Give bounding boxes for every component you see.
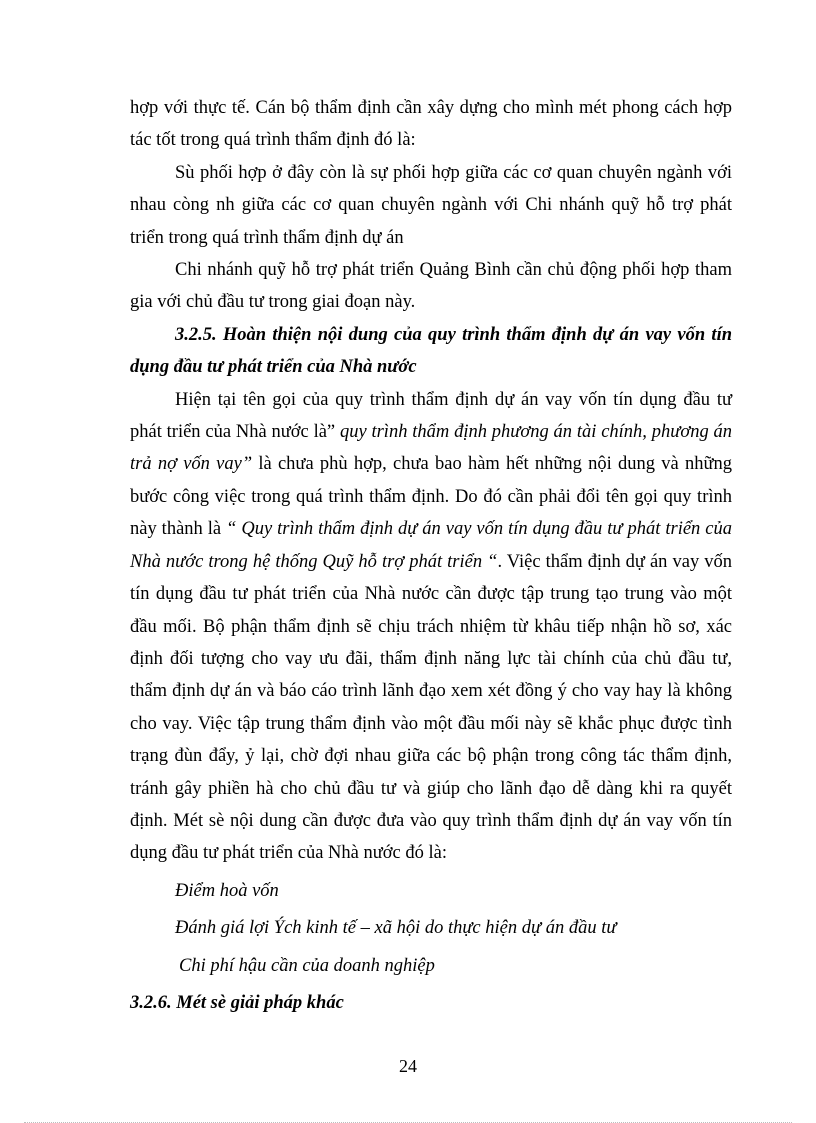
paragraph-4-quote-new-name: “ Quy trình thẩm định dự án vay vốn tín dụng đầu tư phát triển của Nhà nước trong hệ thống Quỹ hỗ trợ phát triển “ (130, 519, 732, 572)
paragraph-3: Chi nhánh quỹ hỗ trợ phát triển Quảng Bình cần chủ động phối hợp tham gia với chủ đầu tư trong giai đoạn này. (130, 260, 732, 313)
list-item-break-even: Điểm hoà vốn (175, 880, 279, 901)
paragraph-4-part-e: . Việc thẩm định dự án vay vốn tín dụng đầu tư phát triển của Nhà nước cần được tập trung tạo trung vào một đầu mối. Bộ phận thẩm định sẽ chịu trách nhiệm từ khâu tiếp nhận hồ sơ, xác định đối tượng cho vay ưu đãi, thẩm định năng lực tài chính của chủ đầu tư, thẩm định dự án và báo cáo trình lãnh đạo xem xét đồng ý cho vay hay là không cho vay. Việc tập trung thẩm định vào một đầu mối này sẽ khắc phục được tình trạng đùn đẩy, ỷ lại, chờ đợi nhau giữa các bộ phận trong công tác thẩm định, tránh gây phiền hà cho chủ đầu tư và giúp cho lãnh đạo dễ dàng khi ra quyết định. Mét sè nội dung cần được đưa vào quy trình thẩm định dự án vay vốn tín dụng đầu tư phát triển của Nhà nước đó là: (130, 551, 733, 864)
paragraph-4-part-a: Hiện tại tên gọi của quy trình thẩm định dự án vay vốn tín dụng đầu tư phát triển của Nhà nước là” (130, 389, 732, 443)
paragraph-2: Sù phối hợp ở đây còn là sự phối hợp giữa các cơ quan chuyên ngành với nhau còng nh giữa các cơ quan chuyên ngành với Chi nhánh quỹ hỗ trợ phát triển trong quá trình thẩm định dự án (130, 162, 732, 248)
section-heading-3-2-6: 3.2.6. Mét sè giải pháp khác (130, 992, 344, 1013)
paragraph-4-quote-old-name: quy trình thẩm định phương án tài chính, phương án trả nợ vốn vay” (130, 422, 732, 475)
list-item-logistics-cost: Chi phí hậu cần của doanh nghiệp (179, 955, 435, 976)
paragraph-4 (130, 384, 732, 870)
paragraph-1: hợp với thực tế. Cán bộ thẩm định cần xây dựng cho mình mét phong cách hợp tác tốt trong quá trình thẩm định đó là: (130, 98, 732, 151)
paragraph-4-part-c: là chưa phù hợp, chưa bao hàm hết những nội dung và những bước công việc trong quá trình thẩm định. Do đó cần phải đổi tên gọi quy trình này thành là (130, 454, 732, 540)
list-item-socioeconomic-benefit: Đánh giá lợi Ých kinh tế – xã hội do thực hiện dự án đầu tư (175, 918, 617, 939)
body-text (130, 92, 732, 1019)
page-number: 24 (399, 1056, 417, 1076)
section-heading-3-2-5: 3.2.5. Hoàn thiện nội dung của quy trình thẩm định dự án vay vốn tín dụng đầu tư phát triển của Nhà nước (130, 324, 732, 378)
